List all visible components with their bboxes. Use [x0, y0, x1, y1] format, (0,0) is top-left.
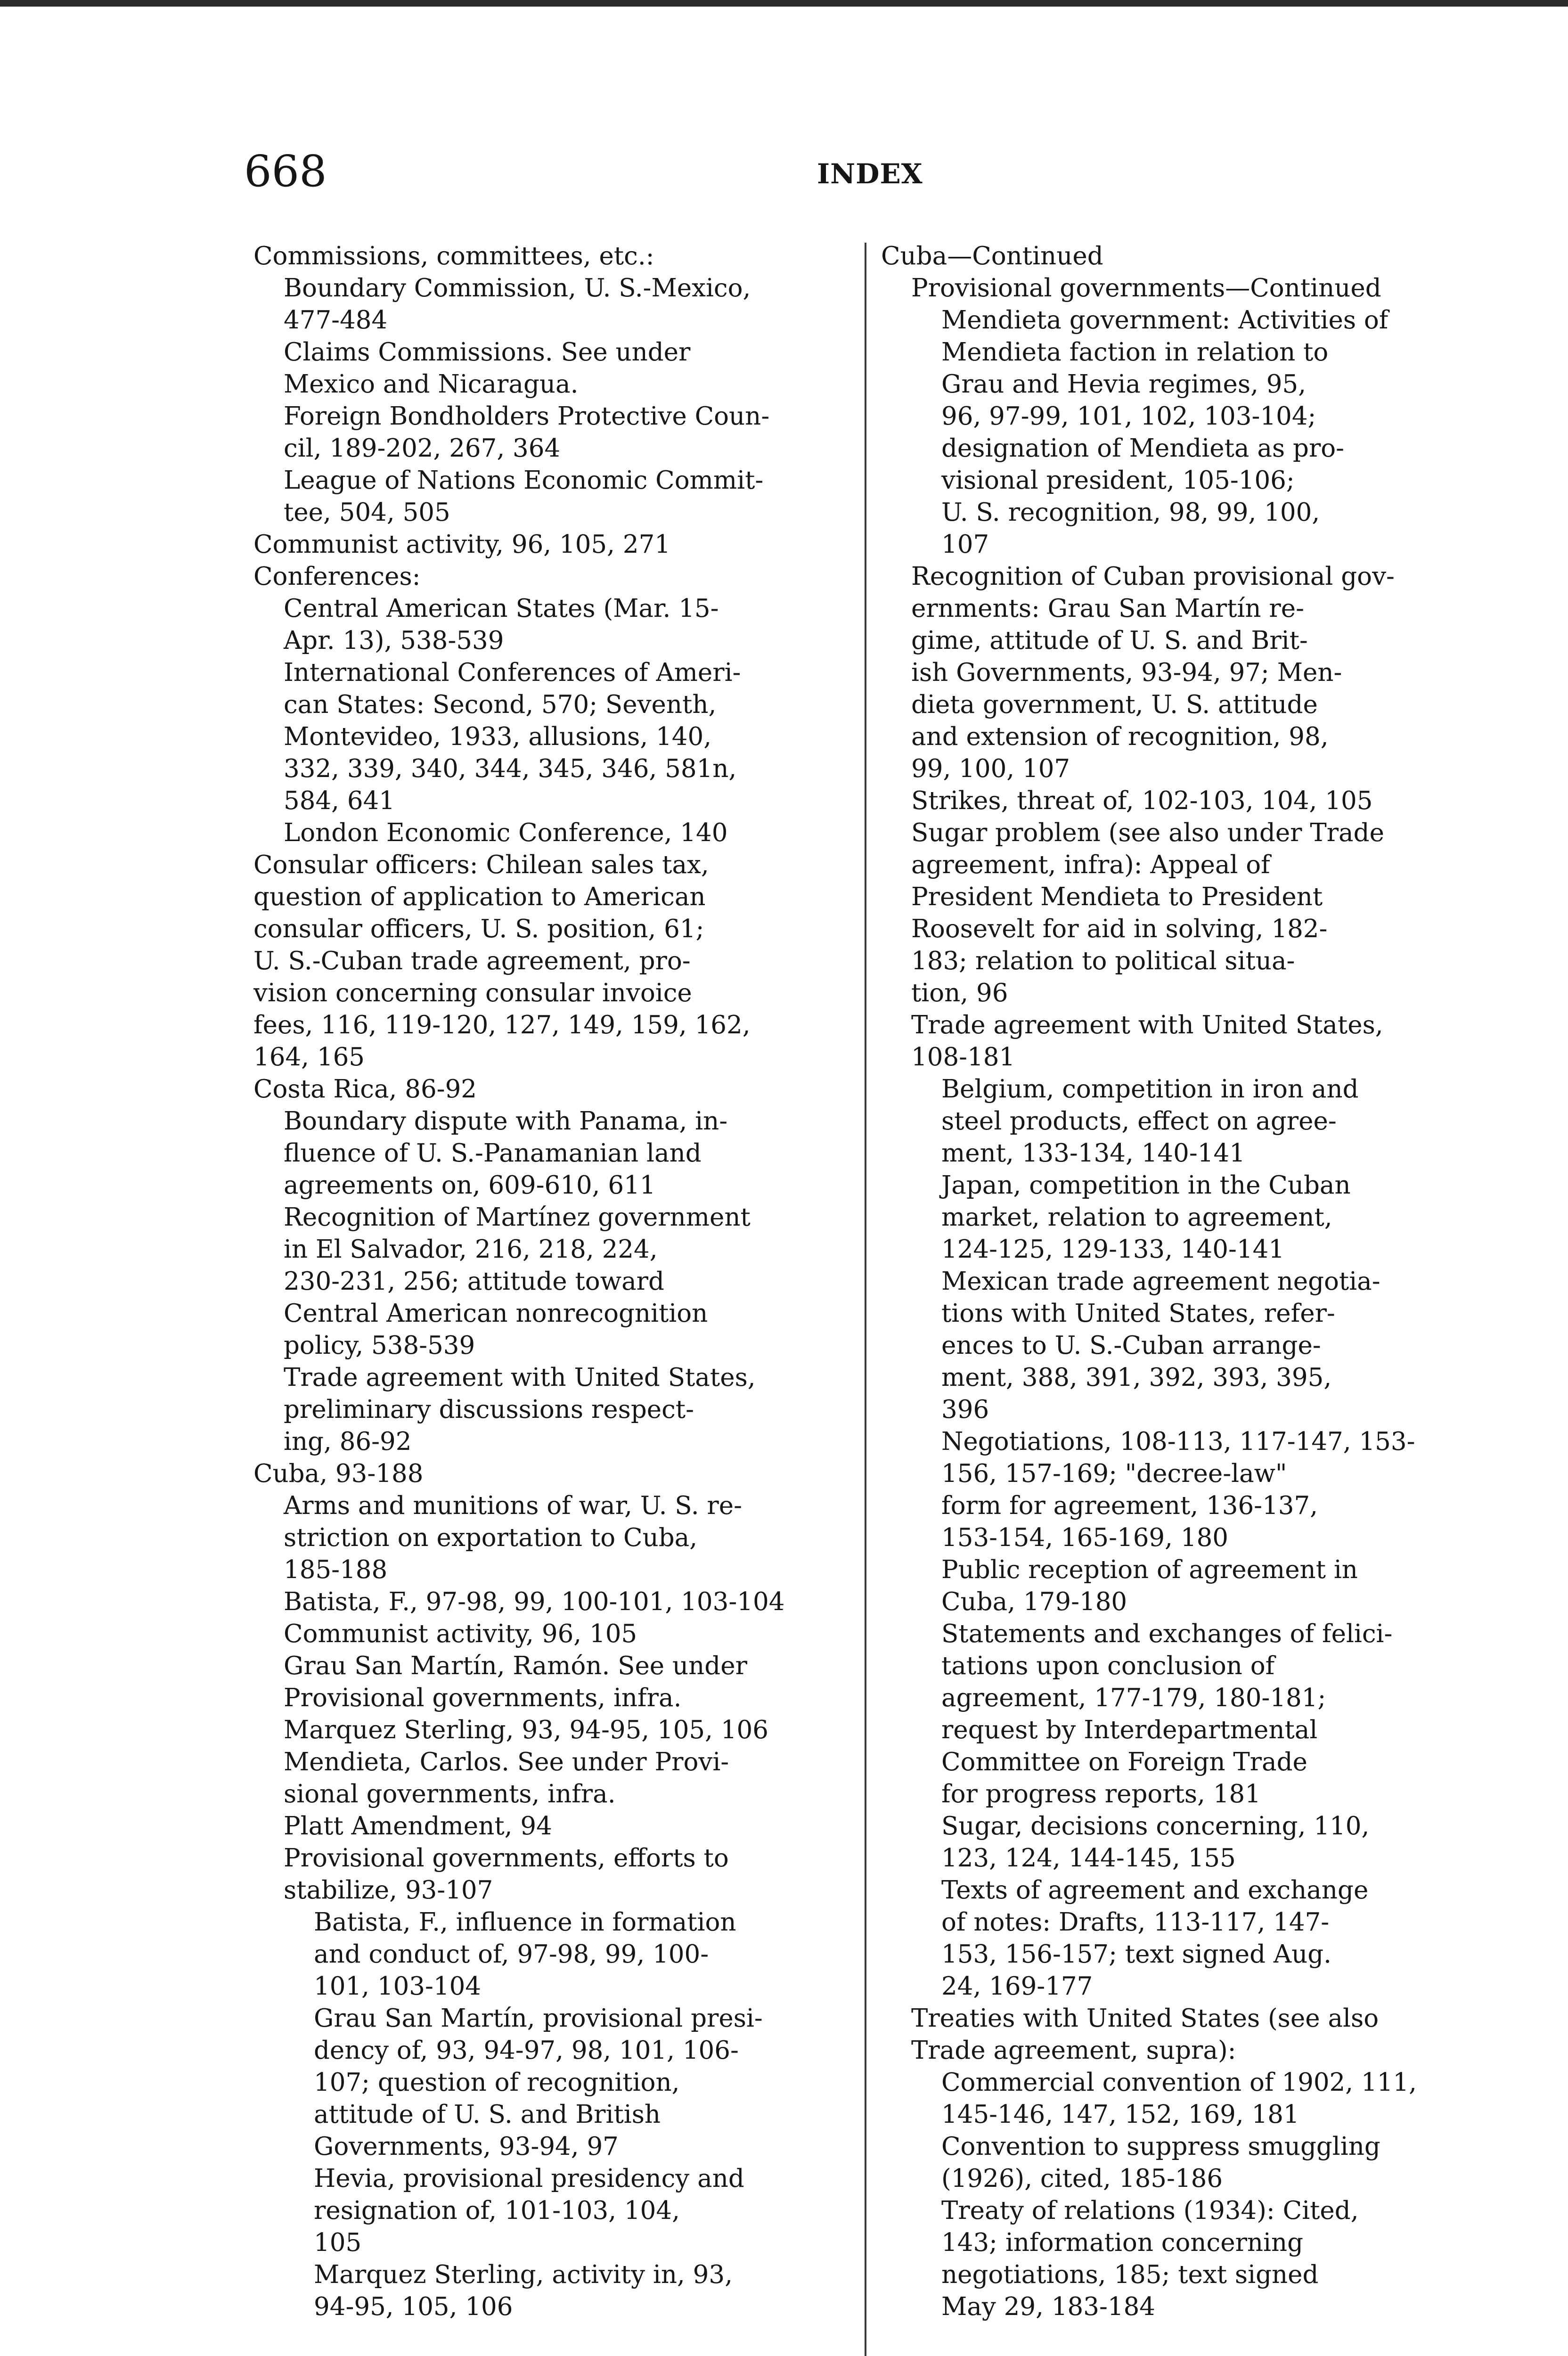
- index-entry: [253, 2003, 857, 2163]
- index-entry: [881, 2131, 1484, 2195]
- index-entry-line: fluence of U. S.-Panamanian land: [284, 1139, 702, 1168]
- index-entry-line: Roosevelt for aid in solving, 182-: [911, 915, 1328, 943]
- index-entry-line: gime, attitude of U. S. and Brit-: [911, 626, 1308, 655]
- running-head: INDEX: [817, 158, 923, 190]
- index-entry-line: President Mendieta to President: [911, 883, 1323, 911]
- index-entry-line: Central American States (Mar. 15-: [284, 594, 719, 623]
- index-entry-line: policy, 538-539: [284, 1331, 475, 1360]
- index-entry-line: 143; information concerning: [941, 2228, 1304, 2257]
- index-entry: [253, 529, 857, 561]
- index-entry-line: visional president, 105-106;: [941, 466, 1295, 495]
- index-entry-line: Mendieta faction in relation to: [941, 338, 1329, 367]
- index-entry-line: Governments, 93-94, 97: [314, 2132, 619, 2161]
- index-entry-line: Grau and Hevia regimes, 95,: [941, 370, 1307, 399]
- index-entry-line: 96, 97-99, 101, 102, 103-104;: [941, 402, 1316, 431]
- index-entry: [881, 272, 1484, 304]
- index-entry-line: International Conferences of Ameri-: [284, 658, 741, 687]
- index-entry: [253, 465, 857, 529]
- index-entry-line: 185-188: [284, 1555, 388, 1584]
- index-entry: [881, 1618, 1484, 1810]
- index-entry-line: tations upon conclusion of: [941, 1652, 1275, 1680]
- index-entry: [253, 817, 857, 849]
- index-entry-line: market, relation to agreement,: [941, 1203, 1332, 1232]
- index-entry-line: attitude of U. S. and British: [314, 2100, 661, 2129]
- index-entry-line: consular officers, U. S. position, 61;: [253, 915, 704, 943]
- index-entry-line: 584, 641: [284, 786, 395, 815]
- index-entry-line: designation of Mendieta as pro-: [941, 434, 1345, 463]
- index-entry: [253, 2259, 857, 2323]
- index-entry-line: Mexican trade agreement negotia-: [941, 1267, 1380, 1296]
- index-entry-line: dieta government, U. S. attitude: [911, 690, 1318, 719]
- index-entry-line: ences to U. S.-Cuban arrange-: [941, 1331, 1321, 1360]
- index-entry: [253, 1073, 857, 1105]
- index-entry: [881, 1170, 1484, 1266]
- index-entry: [881, 1554, 1484, 1618]
- index-entry-line: Conferences:: [253, 562, 421, 591]
- index-entry: [253, 593, 857, 657]
- index-entry-line: form for agreement, 136-137,: [941, 1491, 1318, 1520]
- index-entry-line: Recognition of Martínez government: [284, 1203, 751, 1232]
- index-entry-line: Treaty of relations (1934): Cited,: [941, 2196, 1359, 2225]
- index-entry-line: ment, 133-134, 140-141: [941, 1139, 1245, 1168]
- index-entry-line: U. S. recognition, 98, 99, 100,: [941, 498, 1320, 527]
- index-entry-line: 153, 156-157; text signed Aug.: [941, 1940, 1332, 1969]
- index-entry-line: request by Interdepartmental: [941, 1716, 1318, 1744]
- index-entry-line: Hevia, provisional presidency and: [314, 2164, 744, 2193]
- index-entry-line: Provisional governments, infra.: [284, 1684, 682, 1712]
- index-entry-line: Cuba, 179-180: [941, 1587, 1127, 1616]
- index-entry-line: 230-231, 256; attitude toward: [284, 1267, 664, 1296]
- index-entry-line: tion, 96: [911, 979, 1008, 1007]
- index-entry-line: Communist activity, 96, 105: [284, 1620, 637, 1648]
- index-entry-line: negotiations, 185; text signed: [941, 2260, 1319, 2289]
- index-entry-line: Marquez Sterling, 93, 94-95, 105, 106: [284, 1716, 768, 1744]
- index-entry-line: preliminary discussions respect-: [284, 1395, 694, 1424]
- index-entry-line: Batista, F., 97-98, 99, 100-101, 103-104: [284, 1587, 785, 1616]
- index-entry-line: Public reception of agreement in: [941, 1555, 1358, 1584]
- index-entry-line: Cuba, 93-188: [253, 1459, 424, 1488]
- index-entry: [881, 817, 1484, 1009]
- index-entry-line: 105: [314, 2228, 362, 2257]
- index-entry-line: agreement, infra): Appeal of: [911, 851, 1270, 879]
- index-entry-line: dency of, 93, 94-97, 98, 101, 106-: [314, 2036, 739, 2065]
- index-entry: [881, 1266, 1484, 1426]
- index-entry: [253, 336, 857, 401]
- index-entry-line: Mendieta government: Activities of: [941, 306, 1388, 335]
- column-divider: [865, 243, 866, 2356]
- index-entry-line: Foreign Bondholders Protective Coun-: [284, 402, 770, 431]
- index-entry-line: of notes: Drafts, 113-117, 147-: [941, 1908, 1330, 1937]
- index-entry-line: Trade agreement with United States,: [284, 1363, 756, 1392]
- index-entry-line: Central American nonrecognition: [284, 1299, 708, 1328]
- index-entry: [253, 1906, 857, 2003]
- index-entry-line: (1926), cited, 185-186: [941, 2164, 1223, 2193]
- index-entry-line: Texts of agreement and exchange: [941, 1876, 1369, 1905]
- index-entry-line: Platt Amendment, 94: [284, 1812, 552, 1841]
- index-entry-line: resignation of, 101-103, 104,: [314, 2196, 680, 2225]
- index-entry-line: Mendieta, Carlos. See under Provi-: [284, 1748, 729, 1776]
- index-entry-line: can States: Second, 570; Seventh,: [284, 690, 717, 719]
- index-entry: [253, 272, 857, 336]
- index-entry-line: Statements and exchanges of felici-: [941, 1620, 1393, 1648]
- index-entry-line: 183; relation to political situa-: [911, 947, 1295, 975]
- index-entry: [881, 1009, 1484, 1073]
- index-entry: [253, 1842, 857, 1906]
- index-column-left: [253, 240, 857, 2323]
- index-entry-line: and extension of recognition, 98,: [911, 722, 1329, 751]
- index-entry: [253, 849, 857, 1073]
- index-entry-line: League of Nations Economic Commit-: [284, 466, 764, 495]
- index-entry: [881, 2003, 1484, 2067]
- index-entry: [253, 1714, 857, 1746]
- index-entry: [881, 2195, 1484, 2323]
- index-entry: [253, 1650, 857, 1714]
- index-entry-line: Marquez Sterling, activity in, 93,: [314, 2260, 733, 2289]
- index-entry: [881, 1810, 1484, 1874]
- index-entry-line: Strikes, threat of, 102-103, 104, 105: [911, 786, 1373, 815]
- index-entry-line: sional governments, infra.: [284, 1780, 616, 1808]
- index-entry-line: Communist activity, 96, 105, 271: [253, 530, 671, 559]
- index-entry-line: striction on exportation to Cuba,: [284, 1523, 698, 1552]
- index-entry-line: Boundary dispute with Panama, in-: [284, 1107, 728, 1136]
- index-entry-line: 99, 100, 107: [911, 754, 1070, 783]
- index-entry: [881, 785, 1484, 817]
- index-entry-line: ernments: Grau San Martín re-: [911, 594, 1304, 623]
- index-entry-line: Committee on Foreign Trade: [941, 1748, 1307, 1776]
- index-entry-line: 124-125, 129-133, 140-141: [941, 1235, 1285, 1264]
- index-entry-line: vision concerning consular invoice: [253, 979, 692, 1007]
- index-entry: [881, 304, 1484, 561]
- index-entry-line: steel products, effect on agree-: [941, 1107, 1337, 1136]
- index-entry-line: Mexico and Nicaragua.: [284, 370, 579, 399]
- index-entry-line: 24, 169-177: [941, 1972, 1093, 2001]
- index-entry-line: U. S.-Cuban trade agreement, pro-: [253, 947, 691, 975]
- index-entry-line: 107; question of recognition,: [314, 2068, 680, 2097]
- index-entry-line: Convention to suppress smuggling: [941, 2132, 1380, 2161]
- index-entry: [253, 1618, 857, 1650]
- index-entry-line: 156, 157-169; "decree-law": [941, 1459, 1287, 1488]
- index-entry-line: 332, 339, 340, 344, 345, 346, 581n,: [284, 754, 737, 783]
- index-entry-line: ish Governments, 93-94, 97; Men-: [911, 658, 1342, 687]
- index-entry-line: ment, 388, 391, 392, 393, 395,: [941, 1363, 1332, 1392]
- index-entry-line: Grau San Martín, Ramón. See under: [284, 1652, 747, 1680]
- index-entry-line: question of application to American: [253, 883, 706, 911]
- index-entry-line: Boundary Commission, U. S.-Mexico,: [284, 274, 751, 303]
- index-entry-line: agreement, 177-179, 180-181;: [941, 1684, 1326, 1712]
- index-entry-line: Trade agreement, supra):: [911, 2036, 1236, 2065]
- index-column-right: [881, 240, 1484, 2323]
- index-entry-line: cil, 189-202, 267, 364: [284, 434, 561, 463]
- index-entry: [881, 2067, 1484, 2131]
- index-entry-line: stabilize, 93-107: [284, 1876, 493, 1905]
- index-entry-line: Arms and munitions of war, U. S. re-: [284, 1491, 742, 1520]
- index-entry-line: Recognition of Cuban provisional gov-: [911, 562, 1395, 591]
- index-entry: [253, 1746, 857, 1810]
- index-entry: [881, 1073, 1484, 1170]
- index-entry: [881, 1426, 1484, 1554]
- index-entry-line: Apr. 13), 538-539: [284, 626, 504, 655]
- index-entry-line: Sugar, decisions concerning, 110,: [941, 1812, 1370, 1841]
- index-entry-line: Costa Rica, 86-92: [253, 1075, 477, 1104]
- index-entry-line: Grau San Martín, provisional presi-: [314, 2004, 763, 2033]
- index-entry-line: Cuba—Continued: [881, 242, 1103, 270]
- index-entry: [253, 1810, 857, 1842]
- index-entry-line: Consular officers: Chilean sales tax,: [253, 851, 709, 879]
- index-entry-line: ing, 86-92: [284, 1427, 412, 1456]
- index-entry: [253, 657, 857, 817]
- index-entry-line: 108-181: [911, 1043, 1015, 1072]
- index-entry-line: agreements on, 609-610, 611: [284, 1171, 656, 1200]
- index-entry-line: 94-95, 105, 106: [314, 2292, 513, 2321]
- index-entry: [253, 240, 857, 272]
- index-entry-line: Claims Commissions. See under: [284, 338, 691, 367]
- index-entry-line: 164, 165: [253, 1043, 365, 1072]
- index-entry-line: 145-146, 147, 152, 169, 181: [941, 2100, 1299, 2129]
- index-entry-line: in El Salvador, 216, 218, 224,: [284, 1235, 658, 1264]
- index-entry: [253, 401, 857, 465]
- index-entry-line: 153-154, 165-169, 180: [941, 1523, 1229, 1552]
- index-entry: [253, 1202, 857, 1362]
- index-entry-line: tee, 504, 505: [284, 498, 450, 527]
- index-entry-line: Sugar problem (see also under Trade: [911, 818, 1384, 847]
- index-entry-line: 123, 124, 144-145, 155: [941, 1844, 1236, 1873]
- index-entry-line: Commissions, committees, etc.:: [253, 242, 654, 270]
- index-entry: [253, 1105, 857, 1202]
- index-entry-line: Negotiations, 108-113, 117-147, 153-: [941, 1427, 1415, 1456]
- index-entry-line: Provisional governments—Continued: [911, 274, 1381, 303]
- index-entry: [881, 240, 1484, 272]
- index-entry-line: May 29, 183-184: [941, 2292, 1156, 2321]
- index-entry-line: tions with United States, refer-: [941, 1299, 1335, 1328]
- index-entry-line: for progress reports, 181: [941, 1780, 1261, 1808]
- index-entry-line: London Economic Conference, 140: [284, 818, 728, 847]
- index-entry: [253, 2163, 857, 2259]
- index-entry-line: 107: [941, 530, 989, 559]
- index-entry: [253, 561, 857, 593]
- index-entry-line: Belgium, competition in iron and: [941, 1075, 1359, 1104]
- index-entry-line: fees, 116, 119-120, 127, 149, 159, 162,: [253, 1011, 751, 1039]
- top-rule: [0, 0, 1568, 7]
- index-entry-line: Provisional governments, efforts to: [284, 1844, 729, 1873]
- index-entry-line: Treaties with United States (see also: [911, 2004, 1379, 2033]
- index-entry-line: Commercial convention of 1902, 111,: [941, 2068, 1417, 2097]
- page-number: 668: [244, 146, 327, 196]
- index-entry: [881, 1874, 1484, 2003]
- index-entry: [881, 561, 1484, 785]
- index-entry-line: Japan, competition in the Cuban: [941, 1171, 1351, 1200]
- index-entry-line: 101, 103-104: [314, 1972, 482, 2001]
- index-entry-line: and conduct of, 97-98, 99, 100-: [314, 1940, 709, 1969]
- index-entry-line: 477-484: [284, 306, 388, 335]
- index-entry-line: Trade agreement with United States,: [911, 1011, 1383, 1039]
- index-entry: [253, 1490, 857, 1586]
- index-entry: [253, 1458, 857, 1490]
- index-entry: [253, 1362, 857, 1458]
- index-entry-line: Montevideo, 1933, allusions, 140,: [284, 722, 712, 751]
- index-entry-line: 396: [941, 1395, 989, 1424]
- index-entry: [253, 1586, 857, 1618]
- index-entry-line: Batista, F., influence in formation: [314, 1908, 736, 1937]
